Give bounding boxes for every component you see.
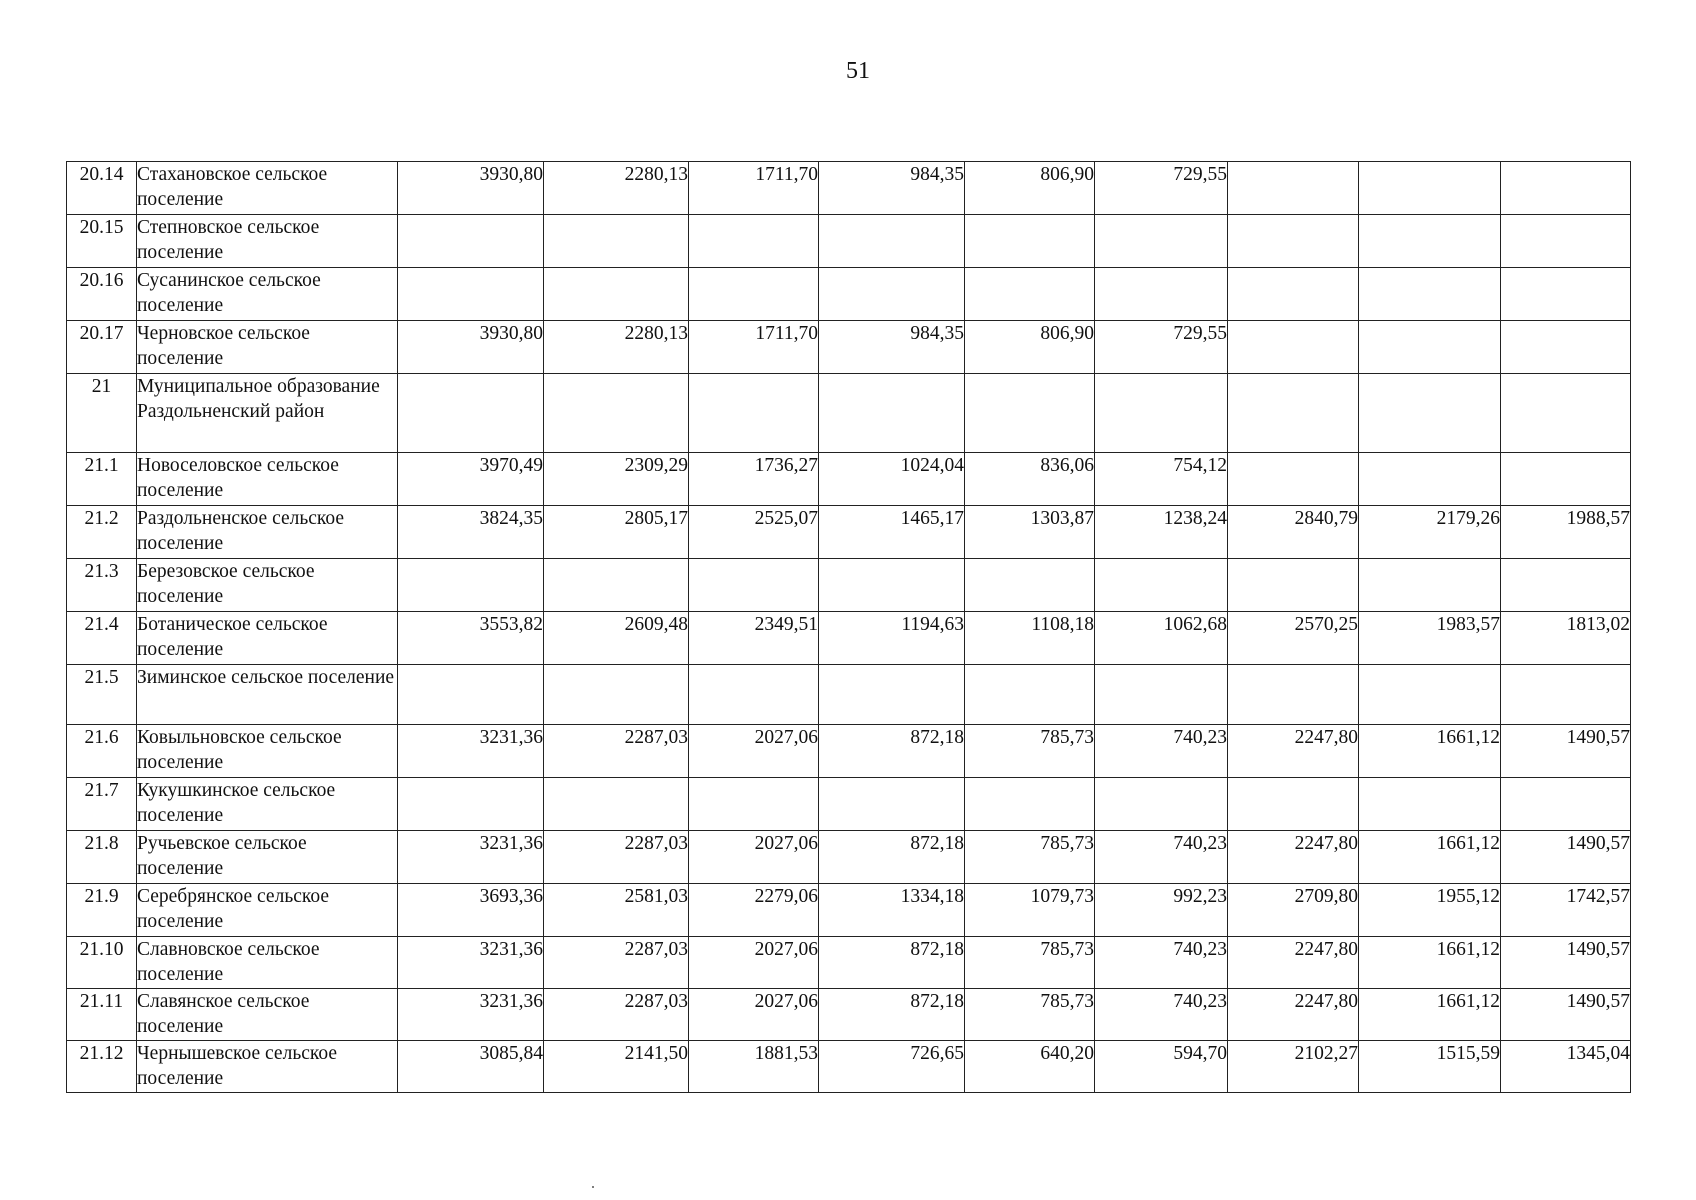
- value-cell: 1465,17: [819, 506, 965, 559]
- value-cell: 729,55: [1095, 321, 1228, 374]
- table-row: [67, 937, 1631, 989]
- value-cell: [1359, 321, 1501, 374]
- value-cell: 2247,80: [1228, 831, 1359, 884]
- settlement-name: Зиминское сельское поселение: [137, 665, 398, 725]
- value-cell: 1334,18: [819, 884, 965, 937]
- value-cell: [689, 778, 819, 831]
- value-cell: [544, 778, 689, 831]
- value-cell: 1108,18: [965, 612, 1095, 665]
- value-cell: 785,73: [965, 831, 1095, 884]
- value-cell: [1501, 665, 1631, 725]
- value-cell: [689, 215, 819, 268]
- value-cell: 1345,04: [1501, 1041, 1631, 1093]
- value-cell: [1359, 665, 1501, 725]
- value-cell: 992,23: [1095, 884, 1228, 937]
- row-number: 20.15: [67, 215, 137, 268]
- value-cell: [1501, 559, 1631, 612]
- value-cell: 2609,48: [544, 612, 689, 665]
- value-cell: [1228, 215, 1359, 268]
- table-row: [67, 665, 1631, 725]
- value-cell: 2247,80: [1228, 989, 1359, 1041]
- value-cell: [398, 215, 544, 268]
- value-cell: [1359, 453, 1501, 506]
- value-cell: 2141,50: [544, 1041, 689, 1093]
- value-cell: [965, 374, 1095, 453]
- value-cell: 1515,59: [1359, 1041, 1501, 1093]
- value-cell: 3085,84: [398, 1041, 544, 1093]
- value-cell: [1501, 453, 1631, 506]
- value-cell: 3693,36: [398, 884, 544, 937]
- value-cell: [1228, 665, 1359, 725]
- value-cell: 785,73: [965, 937, 1095, 989]
- value-cell: 1881,53: [689, 1041, 819, 1093]
- value-cell: [1095, 374, 1228, 453]
- value-cell: 1661,12: [1359, 937, 1501, 989]
- value-cell: 1490,57: [1501, 725, 1631, 778]
- value-cell: 984,35: [819, 321, 965, 374]
- value-cell: [965, 268, 1095, 321]
- value-cell: 740,23: [1095, 831, 1228, 884]
- value-cell: 2027,06: [689, 989, 819, 1041]
- table-row: [67, 506, 1631, 559]
- value-cell: 1238,24: [1095, 506, 1228, 559]
- row-number: 21.1: [67, 453, 137, 506]
- table-row: [67, 1041, 1631, 1093]
- value-cell: 1490,57: [1501, 831, 1631, 884]
- value-cell: [1501, 162, 1631, 215]
- value-cell: [1228, 162, 1359, 215]
- value-cell: 785,73: [965, 725, 1095, 778]
- settlement-name: Березовское сельское поселение: [137, 559, 398, 612]
- value-cell: [819, 559, 965, 612]
- value-cell: [544, 559, 689, 612]
- value-cell: [819, 778, 965, 831]
- value-cell: 1194,63: [819, 612, 965, 665]
- settlement-name: Ковыльновское сельское поселение: [137, 725, 398, 778]
- value-cell: 740,23: [1095, 725, 1228, 778]
- value-cell: [965, 215, 1095, 268]
- value-cell: 2287,03: [544, 831, 689, 884]
- value-cell: [544, 215, 689, 268]
- row-number: 21.12: [67, 1041, 137, 1093]
- value-cell: 2525,07: [689, 506, 819, 559]
- value-cell: 2709,80: [1228, 884, 1359, 937]
- value-cell: 2840,79: [1228, 506, 1359, 559]
- row-number: 21.5: [67, 665, 137, 725]
- value-cell: [1095, 665, 1228, 725]
- table-body: [67, 162, 1631, 1093]
- value-cell: 740,23: [1095, 937, 1228, 989]
- settlement-name: Чернышевское сельское поселение: [137, 1041, 398, 1093]
- settlement-name: Славянское сельское поселение: [137, 989, 398, 1041]
- value-cell: [1228, 559, 1359, 612]
- scan-speck: [592, 1186, 594, 1188]
- value-cell: 640,20: [965, 1041, 1095, 1093]
- settlement-name: Кукушкинское сельское поселение: [137, 778, 398, 831]
- value-cell: 726,65: [819, 1041, 965, 1093]
- settlement-name: Сусанинское сельское поселение: [137, 268, 398, 321]
- value-cell: [1228, 778, 1359, 831]
- value-cell: 2027,06: [689, 725, 819, 778]
- settlement-name: Раздольненское сельское поселение: [137, 506, 398, 559]
- value-cell: [1501, 778, 1631, 831]
- value-cell: 1955,12: [1359, 884, 1501, 937]
- row-number: 21.9: [67, 884, 137, 937]
- value-cell: [819, 215, 965, 268]
- row-number: 21: [67, 374, 137, 453]
- value-cell: 3231,36: [398, 725, 544, 778]
- settlement-name: Стахановское сельское поселение: [137, 162, 398, 215]
- value-cell: 2287,03: [544, 725, 689, 778]
- row-number: 21.7: [67, 778, 137, 831]
- value-cell: 2247,80: [1228, 725, 1359, 778]
- settlement-name: Муниципальное образование Раздольненский район: [137, 374, 398, 453]
- value-cell: [1359, 374, 1501, 453]
- table-row: [67, 559, 1631, 612]
- row-number: 20.17: [67, 321, 137, 374]
- value-cell: [1228, 321, 1359, 374]
- value-cell: 2349,51: [689, 612, 819, 665]
- value-cell: 2247,80: [1228, 937, 1359, 989]
- value-cell: 754,12: [1095, 453, 1228, 506]
- value-cell: [1095, 778, 1228, 831]
- value-cell: 1079,73: [965, 884, 1095, 937]
- value-cell: 1711,70: [689, 162, 819, 215]
- row-number: 21.10: [67, 937, 137, 989]
- value-cell: 1661,12: [1359, 989, 1501, 1041]
- value-cell: [1501, 215, 1631, 268]
- value-cell: [1228, 268, 1359, 321]
- value-cell: 2280,13: [544, 321, 689, 374]
- value-cell: 740,23: [1095, 989, 1228, 1041]
- value-cell: 2287,03: [544, 989, 689, 1041]
- value-cell: 872,18: [819, 989, 965, 1041]
- value-cell: [1501, 374, 1631, 453]
- row-number: 21.2: [67, 506, 137, 559]
- value-cell: [689, 268, 819, 321]
- value-cell: [398, 268, 544, 321]
- settlement-name: Славновское сельское поселение: [137, 937, 398, 989]
- value-cell: 2287,03: [544, 937, 689, 989]
- value-cell: [1095, 559, 1228, 612]
- value-cell: [1359, 215, 1501, 268]
- value-cell: [1359, 559, 1501, 612]
- table-row: [67, 989, 1631, 1041]
- value-cell: 1813,02: [1501, 612, 1631, 665]
- value-cell: [1501, 268, 1631, 321]
- value-cell: [1095, 268, 1228, 321]
- value-cell: 3231,36: [398, 831, 544, 884]
- value-cell: [689, 665, 819, 725]
- value-cell: [819, 268, 965, 321]
- value-cell: 1742,57: [1501, 884, 1631, 937]
- table-row: [67, 162, 1631, 215]
- value-cell: 2309,29: [544, 453, 689, 506]
- value-cell: [1359, 778, 1501, 831]
- value-cell: [819, 665, 965, 725]
- value-cell: 2179,26: [1359, 506, 1501, 559]
- value-cell: [398, 778, 544, 831]
- settlement-name: Серебрянское сельское поселение: [137, 884, 398, 937]
- value-cell: [1095, 215, 1228, 268]
- table-row: [67, 778, 1631, 831]
- value-cell: [1501, 321, 1631, 374]
- table-row: [67, 321, 1631, 374]
- value-cell: 2279,06: [689, 884, 819, 937]
- row-number: 20.16: [67, 268, 137, 321]
- value-cell: 2805,17: [544, 506, 689, 559]
- value-cell: 872,18: [819, 937, 965, 989]
- value-cell: [965, 665, 1095, 725]
- table-row: [67, 453, 1631, 506]
- table-row: [67, 725, 1631, 778]
- value-cell: [1359, 268, 1501, 321]
- value-cell: [819, 374, 965, 453]
- value-cell: 2570,25: [1228, 612, 1359, 665]
- value-cell: 1661,12: [1359, 831, 1501, 884]
- value-cell: 1983,57: [1359, 612, 1501, 665]
- table-row: [67, 831, 1631, 884]
- table-row: [67, 884, 1631, 937]
- value-cell: 984,35: [819, 162, 965, 215]
- value-cell: [544, 268, 689, 321]
- value-cell: 3930,80: [398, 321, 544, 374]
- value-cell: 3970,49: [398, 453, 544, 506]
- value-cell: [398, 559, 544, 612]
- value-cell: 1490,57: [1501, 937, 1631, 989]
- value-cell: 1711,70: [689, 321, 819, 374]
- value-cell: 1661,12: [1359, 725, 1501, 778]
- table-row: [67, 374, 1631, 453]
- value-cell: [689, 374, 819, 453]
- value-cell: [1359, 162, 1501, 215]
- value-cell: 836,06: [965, 453, 1095, 506]
- table-row: [67, 268, 1631, 321]
- row-number: 21.3: [67, 559, 137, 612]
- value-cell: 594,70: [1095, 1041, 1228, 1093]
- value-cell: 1303,87: [965, 506, 1095, 559]
- row-number: 21.4: [67, 612, 137, 665]
- value-cell: [544, 665, 689, 725]
- value-cell: 2027,06: [689, 831, 819, 884]
- value-cell: 729,55: [1095, 162, 1228, 215]
- row-number: 20.14: [67, 162, 137, 215]
- page-number: 51: [846, 58, 870, 84]
- value-cell: 1490,57: [1501, 989, 1631, 1041]
- value-cell: 785,73: [965, 989, 1095, 1041]
- value-cell: 2581,03: [544, 884, 689, 937]
- value-cell: 1988,57: [1501, 506, 1631, 559]
- value-cell: 2027,06: [689, 937, 819, 989]
- value-cell: 2280,13: [544, 162, 689, 215]
- value-cell: [398, 374, 544, 453]
- value-cell: 1062,68: [1095, 612, 1228, 665]
- value-cell: 3824,35: [398, 506, 544, 559]
- table-row: [67, 612, 1631, 665]
- settlement-name: Ботаническое сельское поселение: [137, 612, 398, 665]
- value-cell: 872,18: [819, 831, 965, 884]
- value-cell: 806,90: [965, 162, 1095, 215]
- table-row: [67, 215, 1631, 268]
- value-cell: [544, 374, 689, 453]
- value-cell: 1024,04: [819, 453, 965, 506]
- value-cell: 3231,36: [398, 989, 544, 1041]
- settlement-name: Степновское сельское поселение: [137, 215, 398, 268]
- value-cell: [965, 559, 1095, 612]
- value-cell: [965, 778, 1095, 831]
- settlement-name: Новоселовское сельское поселение: [137, 453, 398, 506]
- value-cell: [1228, 453, 1359, 506]
- value-cell: 872,18: [819, 725, 965, 778]
- value-cell: [689, 559, 819, 612]
- value-cell: 2102,27: [1228, 1041, 1359, 1093]
- value-cell: 3231,36: [398, 937, 544, 989]
- row-number: 21.6: [67, 725, 137, 778]
- settlement-name: Черновское сельское поселение: [137, 321, 398, 374]
- tariff-table: [66, 161, 1631, 1093]
- row-number: 21.8: [67, 831, 137, 884]
- value-cell: 3930,80: [398, 162, 544, 215]
- settlement-name: Ручьевское сельское поселение: [137, 831, 398, 884]
- row-number: 21.11: [67, 989, 137, 1041]
- value-cell: 1736,27: [689, 453, 819, 506]
- value-cell: 806,90: [965, 321, 1095, 374]
- value-cell: 3553,82: [398, 612, 544, 665]
- value-cell: [398, 665, 544, 725]
- value-cell: [1228, 374, 1359, 453]
